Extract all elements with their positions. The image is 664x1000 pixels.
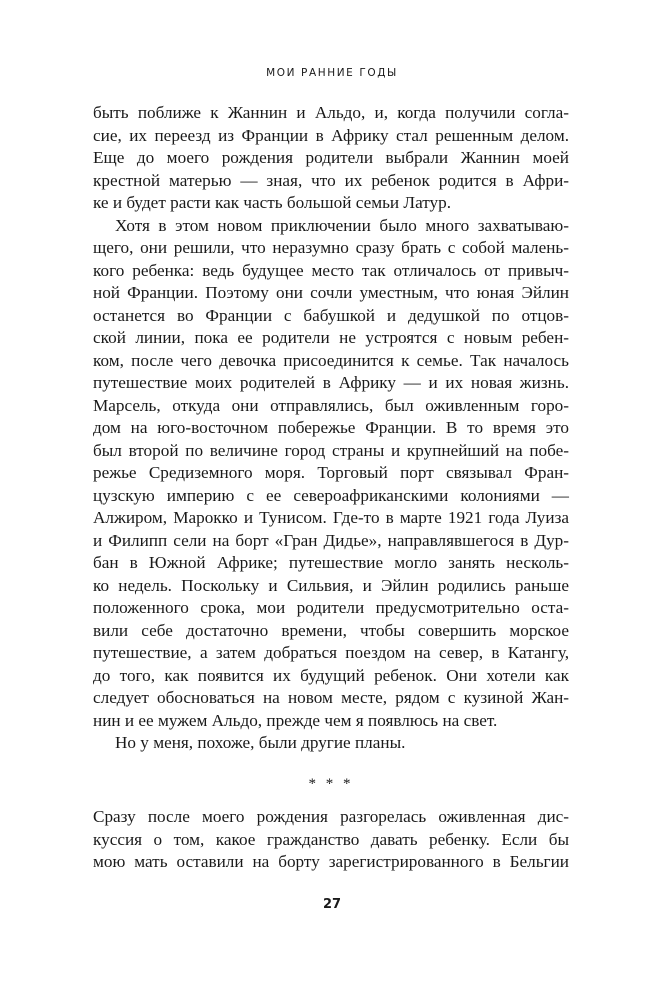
text-line: до того, как появится их будущий ребенок. Они хотели как [93, 665, 569, 685]
paragraph [93, 732, 569, 755]
text-line: крестной матерью — зная, что их ребенок родится в Афри- [93, 170, 569, 190]
paragraph [93, 102, 569, 215]
text-line: мою мать оставили на борту зарегистрированного в Бельгии [93, 852, 569, 871]
text-line: нин и ее мужем Альдо, прежде чем я появлюсь на свет. [93, 710, 498, 730]
text-line: положенного срока, мои родители предусмотрительно оста- [93, 598, 569, 617]
text-line: кого ребенка: ведь будущее место так отличалось от привыч- [93, 260, 569, 280]
text-line: куссия о том, какое гражданство давать ребенку. Если бы [93, 829, 569, 849]
text-line: следует обосноваться на новом месте, рядом с кузиной Жан- [93, 688, 569, 707]
text-line: Еще до моего рождения родители выбрали Жаннин моей [93, 148, 569, 167]
section-break-ornament: * * * [308, 775, 354, 792]
text-line: ской линии, пока ее родители не устроятся с новым ребен- [93, 328, 569, 347]
text-line: путешествие моих родителей в Африку — и их новая жизнь. [93, 373, 569, 392]
text-line: Но у меня, похоже, были другие планы. [115, 733, 406, 752]
text-line: бан в Южной Африке; путешествие могло занять несколь- [93, 553, 569, 572]
running-head: МОИ РАННИЕ ГОДЫ [266, 67, 398, 79]
text-line: вили себе достаточно времени, чтобы совершить морское [93, 620, 569, 640]
text-line: ком, после чего девочка присоединится к семье. Так началось [93, 350, 569, 370]
text-line: и Филипп сели на борт «Гран Дидье», направлявшегося в Дур- [93, 530, 569, 550]
body-text [93, 102, 569, 874]
text-line: цузскую империю с ее североафриканскими колониями — [93, 485, 569, 505]
paragraph [93, 215, 569, 733]
text-line: дом на юго-восточном побережье Франции. В то время это [93, 418, 569, 437]
text-line: путешествие, а затем добраться поездом на север, в Катангу, [93, 643, 569, 662]
text-line: Алжиром, Марокко и Тунисом. Где-то в марте 1921 года Луиза [93, 508, 569, 527]
text-line: Сразу после моего рождения разгорелась оживленная дис- [93, 807, 569, 826]
text-line: режье Средиземного моря. Торговый порт связывал Фран- [93, 463, 569, 482]
text-line: ко недель. Поскольку и Сильвия, и Эйлин родились раньше [93, 575, 569, 595]
text-line: ке и будет расти как часть большой семьи Латур. [93, 193, 452, 212]
text-line: Марсель, откуда они отправлялись, был оживленным горо- [93, 395, 569, 415]
text-line: ной Франции. Поэтому они сочли уместным, что юная Эйлин [93, 283, 569, 302]
text-line: останется во Франции с бабушкой и дедушкой по отцов- [93, 305, 569, 325]
paragraph [93, 806, 569, 874]
text-line: был второй по величине город страны и крупнейший на побе- [93, 440, 569, 460]
text-line: сие, их переезд из Франции в Африку стал решенным делом. [93, 125, 569, 145]
text-line: щего, они решили, что неразумно сразу брать с собой малень- [93, 238, 569, 257]
page-number: 27 [322, 897, 342, 912]
text-line: быть поближе к Жаннин и Альдо, и, когда получили согла- [93, 103, 569, 122]
text-line: Хотя в этом новом приключении было много захватываю- [115, 215, 569, 235]
